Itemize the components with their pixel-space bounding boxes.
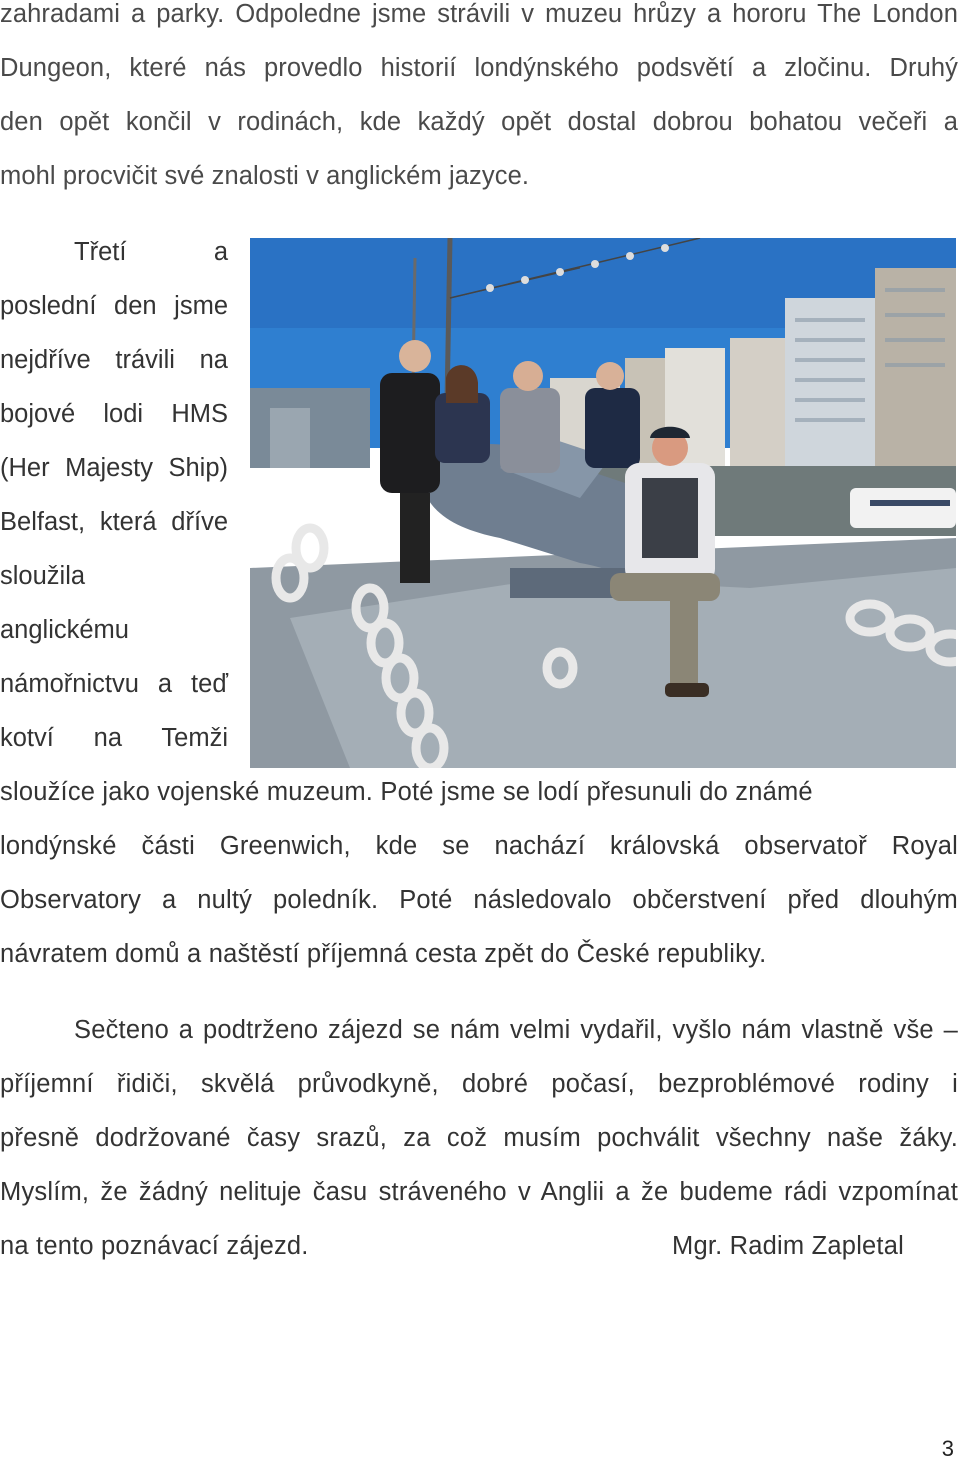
hms-belfast-photo	[250, 238, 956, 768]
left-line-10: kotví na Temži	[0, 724, 228, 752]
page-number: 3	[941, 1436, 954, 1461]
intro-line-3: den opět končil v rodinách, kde každý opět dostal dobrou bohatou večeři a	[0, 108, 958, 136]
intro-line-2: Dungeon, které nás provedlo historií londýnského podsvětí a zločinu. Druhý	[0, 54, 958, 82]
left-line-2: poslední den jsme	[0, 292, 228, 320]
intro-line-1: zahradami a parky. Odpoledne jsme strávili v muzeu hrůzy a hororu The London	[0, 0, 958, 28]
closing-line-1: Sečteno a podtrženo zájezd se nám velmi vydařil, vyšlo nám vlastně vše –	[74, 1016, 958, 1044]
left-line-1: Třetí a	[74, 238, 228, 266]
left-line-3: nejdříve trávili na	[0, 346, 228, 374]
closing-line-2: příjemní řidiči, skvělá průvodkyně, dobré počasí, bezproblémové rodiny i	[0, 1070, 958, 1098]
body-line-3: Observatory a nultý poledník. Poté následovalo občerstvení před dlouhým	[0, 886, 958, 914]
left-line-6: Belfast, která dříve	[0, 508, 228, 536]
left-line-5: (Her Majesty Ship)	[0, 454, 228, 482]
closing-line-5: na tento poznávací zájezd.	[0, 1232, 309, 1260]
left-line-9: námořnictvu a teď	[0, 670, 228, 698]
left-line-4: bojové lodi HMS	[0, 400, 228, 428]
body-line-1: sloužíce jako vojenské muzeum. Poté jsme se lodí přesunuli do známé	[0, 778, 813, 806]
body-line-2: londýnské části Greenwich, kde se nachází královská observatoř Royal	[0, 832, 958, 860]
closing-line-4: Myslím, že žádný nelituje času stráveného v Anglii a že budeme rádi vzpomínat	[0, 1178, 958, 1206]
signature: Mgr. Radim Zapletal	[672, 1232, 904, 1260]
intro-line-4: mohl procvičit své znalosti v anglickém jazyce.	[0, 162, 530, 190]
body-line-4: návratem domů a naštěstí příjemná cesta zpět do České republiky.	[0, 940, 767, 968]
left-line-8: anglickému	[0, 616, 129, 644]
left-line-7: sloužila	[0, 562, 86, 590]
closing-line-3: přesně dodržované časy srazů, za což musím pochválit všechny naše žáky.	[0, 1124, 958, 1152]
